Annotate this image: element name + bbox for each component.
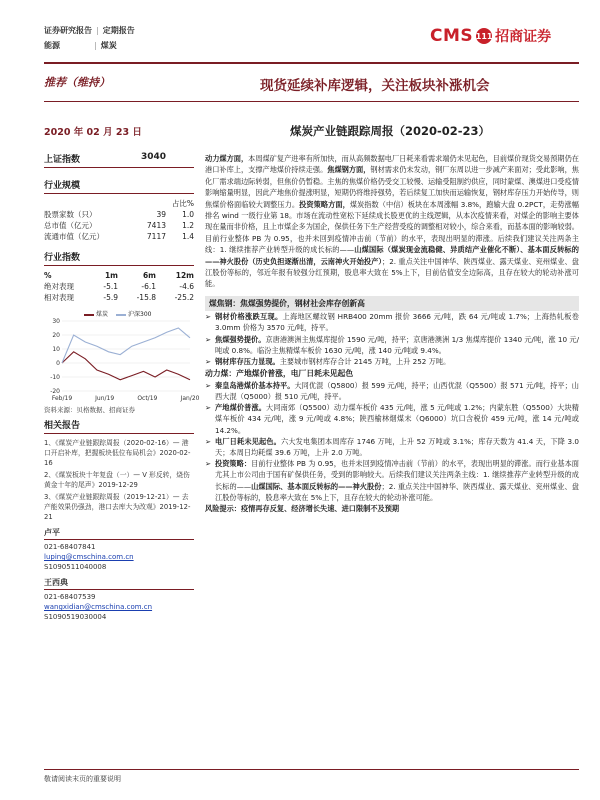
divider [44, 769, 579, 770]
risk-note: 风险提示：疫情再存反复、经济增长失速、进口限制不及预期 [205, 503, 400, 513]
x-tick-label: Jun/19 [95, 395, 115, 402]
bullet-item: ➢ 秦皇岛港煤价基本持平。大同优混（Q5800）报 599 元/吨，持平；山西优混（Q5500）报 571 元/吨，持平；山西大混（Q5000）报 510 元/吨，持平。 [205, 380, 579, 401]
bullet-item: ➢ 焦煤强势提价。京唐港澳洲主焦煤库提价 1590 元/吨，持平；京唐港澳洲 1/3 焦煤库提价 1340 元/吨，涨 10 元/吨或 0.8%。临汾主焦精煤车板价 1630 元/吨，涨 140 元/吨或 9.4%。 [205, 334, 579, 355]
related-item[interactable]: 2、《煤炭板块十年复盘（一）— V 形反转，烧伤黄金十年的尾声》2019-12-29 [44, 471, 190, 489]
y-tick-label: 20 [52, 332, 60, 339]
table-row: 股票家数（只） 39 1.0 [44, 210, 194, 219]
rating: 推荐（维持） [44, 76, 110, 89]
email-link[interactable]: luping@cmschina.com.cn [44, 553, 134, 561]
performance-chart [44, 309, 200, 403]
index-row: 上证指数 3040 [44, 152, 194, 168]
analyst-card: 王西典 021-68407539 wangxidian@cmschina.com.cn S1090519030004 [44, 578, 194, 622]
x-tick-label: Feb/19 [51, 395, 73, 402]
report-subtitle: 煤炭产业链跟踪周报（2020-02-23） [290, 124, 491, 138]
y-tick-label: 30 [52, 318, 60, 325]
bullet-item: ➢ 钢材库存压力显现。主要城市钢材库存合计 2145 万吨，上升 252 万吨。 [205, 357, 451, 367]
table-row: 总市值（亿元） 7413 1.2 [44, 221, 194, 230]
headline: 现货延续补库逻辑，关注板块补涨机会 [260, 78, 490, 94]
section-heading: 煤焦钢：焦煤强势提价，钢材社会库存创新高 [205, 296, 579, 311]
table-row: 绝对表现 -5.1 -6.1 -4.6 [44, 282, 194, 291]
bullet-item: ➢ 钢材价格涨跌互现。上海地区螺纹钢 HRB400 20mm 报价 3666 元/吨，跌 64 元/吨或 1.7%；上海热轧板卷 3.0mm 价格为 3570 元/吨，持平。 [205, 312, 579, 333]
summary-paragraph: 动力煤方面，本周煤矿复产进率有所加快，而从高频数据电厂日耗来看需求端仍未见起色，目前煤价现货交易预期仍在港口补库上，支撑产地煤价持续走强。焦煤钢方面，钢材需求仍未发动，钢厂东周以进一步减产来面对；受此影响，焦化厂需求端边际转弱，但焦价仍暂稳。主焦的焦煤价格仍受交工较慢、运输受阻制约供应，同时蒙煤、澳煤进口受疫情影响缩量明显，因此产地焦价提涨明显，短期仍将维持强势，若后续复工加快而运输恢复，钢材库存压力开始传导，则焦煤价格面临较大调整压力。投资策略方面，煤炭指数（中信）板块在本周涨幅 3.8%，跑输大盘 0.2PCT，走势涨幅排名 wind 一级行业第 18。市场在流动性宽松下延续成长股更优的主线逻辑，从本次疫情来看，对煤企的影响主要体现在量而非价格，且上市煤企多为国企，保供任务下生产经营受疫的调整相对较小，综合来看，而基本面的影响较弱。目前行业整体 PB 为 0.95，也并未回到疫情冲击前（节前）的水平，表现出明显的滞涨。后续我们建议关注两条主线：1. 继续推荐产业转型升级的成长标的——山煤国际（煤炭现金流稳健、异质结产业催化不断）、基本面反转标的——神火股份（历史负担逐渐出清，云南神火开始投产）；2. 重点关注中国神华、陕西煤业、露天煤业、兖州煤业、盘江股份等标的，邻近年报有较强分红预期，股息率大致在 5%上下，目前估值安全边际高，且存在较大的轮动补涨可能。 [205, 154, 579, 289]
series-line [62, 352, 190, 380]
analyst-card: 卢平 021-68407841 luping@cmschina.com.cn S1090511040008 [44, 528, 194, 572]
main-content [205, 153, 579, 514]
report-date: 2020 年 02 月 23 日 [44, 127, 142, 138]
bullet-item: ➢ 投资策略：目前行业整体 PB 为 0.95，也并未回到疫情冲击前（节前）的水平，表现出明显的滞涨。而行业基本面尤其上市公司由于国有矿保供任务，受到的影响较大。后续我们建议关注两条主线：1. 继续推荐产业转型升级的成长标的——山煤国际、基本面反转标的——神火股份；2. 重点关注中国神华、陕西煤业、露天煤业、兖州煤业、盘江股份等标的，股息率大致在 5%上下，且存在较大的轮动补涨可能。 [205, 459, 579, 502]
y-tick-label: 10 [52, 346, 60, 353]
divider [44, 62, 579, 64]
industry-title: 行业规模 [44, 178, 194, 194]
chart-legend [84, 309, 151, 318]
series-line [62, 328, 190, 363]
legend-item: 煤炭 [96, 311, 109, 318]
bullet-item: ➢ 产地煤价普涨。大同南郊（Q5500）动力煤车板价 435 元/吨，涨 5 元/吨或 1.2%；内蒙东胜（Q5500）大块精煤车板价 434 元/吨，涨 9 元/吨或 4.8%；陕西榆林烟煤末（Q6000）坑口含税价 459 元/吨，涨 14 元/吨或 14.2%。 [205, 403, 579, 435]
table-row: 流通市值（亿元） 7117 1.4 [44, 232, 194, 241]
email-link[interactable]: wangxidian@cmschina.com.cn [44, 603, 153, 611]
cms-logo: CMS 111 招商证券 [430, 26, 552, 46]
divider [44, 101, 579, 102]
y-tick-label: 0 [56, 360, 60, 367]
chart-svg [44, 309, 200, 403]
report-header: 证券研究报告 | 定期报告 能源 | 煤炭 [44, 26, 135, 50]
section-heading: 动力煤：产地煤价普涨，电厂日耗未见起色 [205, 369, 354, 379]
related-item[interactable]: 3、《煤炭产业链跟踪周报（2019-12-21）— 去产能效果仍强劲，港口去库大为改观》2019-12-21 [44, 493, 191, 521]
related-title: 相关报告 [44, 418, 194, 434]
sidebar: 上证指数 3040 行业规模 占比% 股票家数（只） 39 1.0 总市值（亿元） 7413 1.2 流通市值（亿元） 7117 1.4 行业指数 % 1m 6m 12m 绝对表现 -5.1 -6.1 -4.6 相对表现 -5.9 -15.8 -25.2 煤炭 沪深300 30 20 10 0 -10 -20 Feb/19 Jun/19 Oct/19 Jan/20 资料来源：贝格数据、招商证券 相关报告 1、《煤炭产业链跟踪周报（2020-02-16）— 港口开启补库，把握板块低位布局机会》2020-02-16 2、《煤炭板块十年复盘（一）— V 形反转，烧伤黄金十年的尾声》2019-12-29 3、《煤炭产业链跟踪周报（2019-12-21）— 去产能效果仍强劲，港口去库大为改观》2019-12-21 卢平 021-68407841 luping@cmschina.com.cn S1090511040008 王西典 021-68407539 wangxidian@cmschina.com.cn S1090519030004 [44, 152, 200, 621]
related-item[interactable]: 1、《煤炭产业链跟踪周报（2020-02-16）— 港口开启补库，把握板块低位布局机会》2020-02-16 [44, 439, 191, 467]
footer-note: 敬请阅读末页的重要说明 [44, 775, 121, 783]
legend-item: 沪深300 [128, 311, 152, 318]
x-tick-label: Jan/20 [180, 395, 200, 402]
x-tick-label: Oct/19 [137, 395, 158, 402]
y-tick-label: -10 [50, 374, 60, 381]
perf-title: 行业指数 [44, 250, 194, 266]
table-row: 相对表现 -5.9 -15.8 -25.2 [44, 293, 194, 302]
bullet-item: ➢ 电厂日耗未见起色。六大发电集团本周库存 1746 万吨，上升 52 万吨或 3.1%；库存天数为 41.4 天，下降 3.0 天；本周日均耗煤 39.6 万吨，上升 2.0 万吨。 [205, 436, 579, 457]
y-tick-label: -20 [50, 388, 60, 395]
chart-source: 资料来源：贝格数据、招商证券 [44, 406, 135, 414]
